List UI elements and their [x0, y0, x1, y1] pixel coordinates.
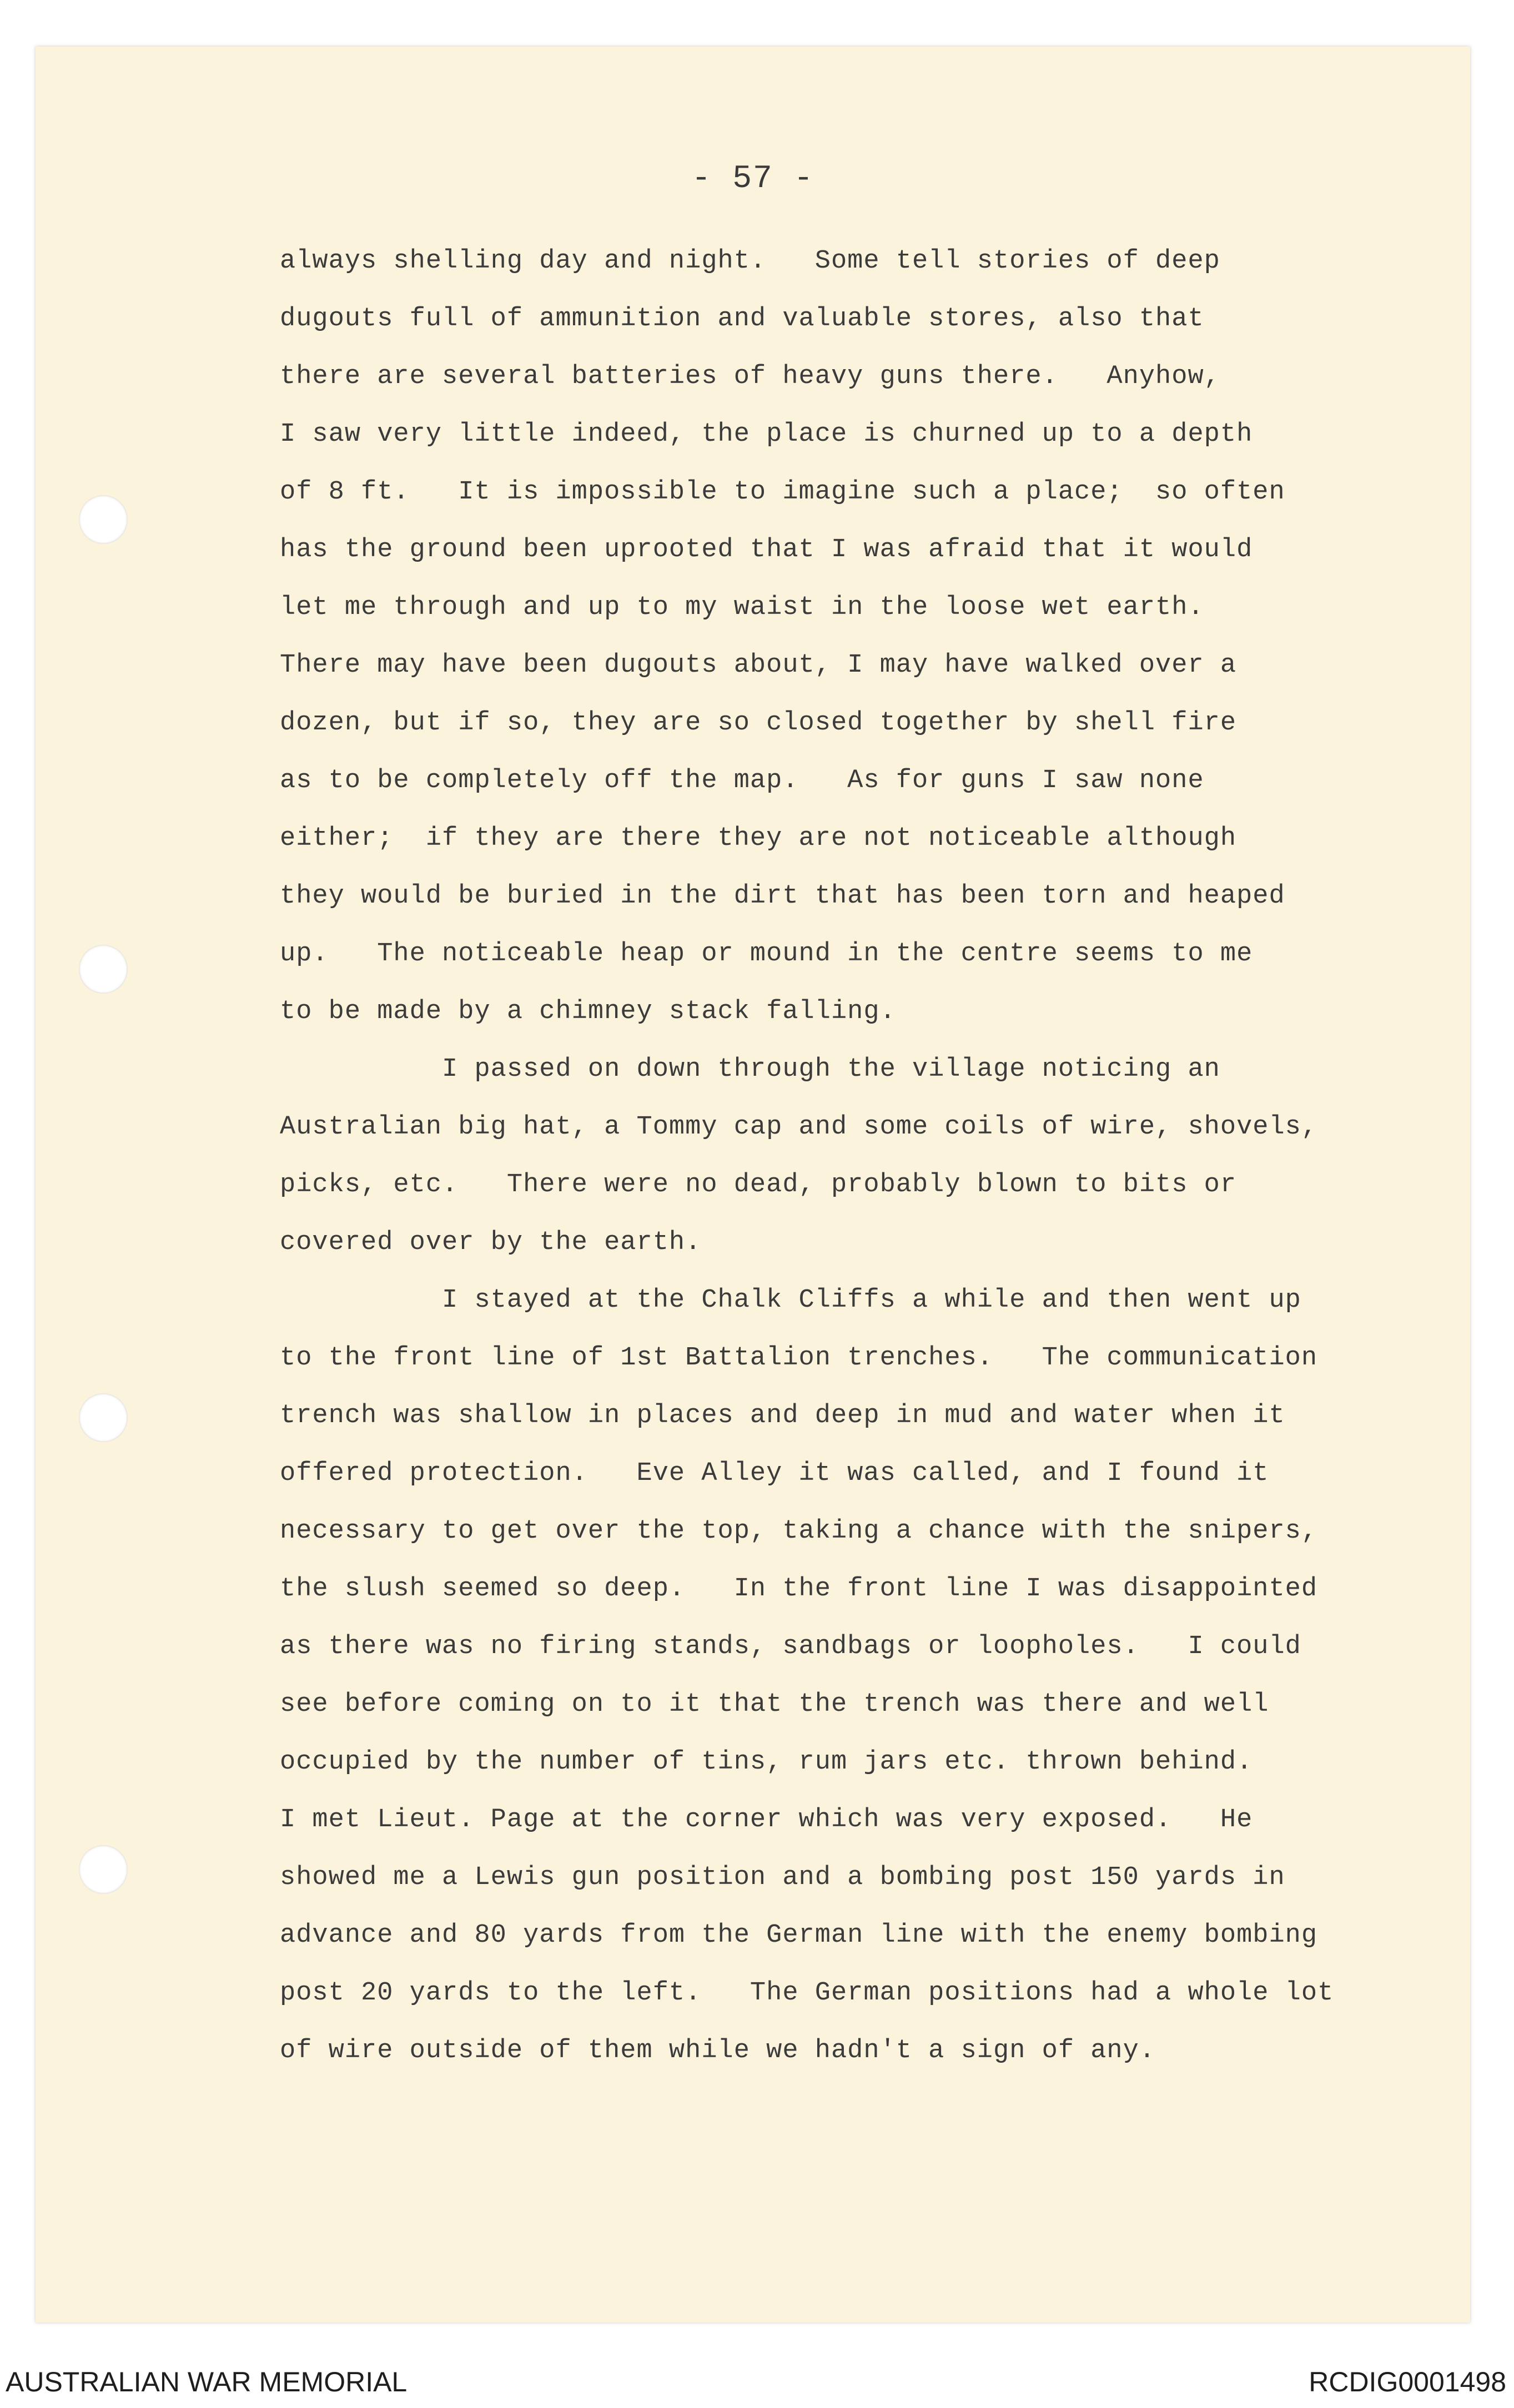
text-line: either; if they are there they are not noticeable although	[280, 824, 1237, 853]
text-line: has the ground been uprooted that I was afraid that it would	[280, 535, 1253, 565]
text-line: post 20 yards to the left. The German positions had a whole lot	[280, 1978, 1334, 2008]
text-line: dugouts full of ammunition and valuable stores, also that	[280, 304, 1204, 334]
footer-record-id: RCDIG0001498	[1309, 2366, 1506, 2397]
text-line: I saw very little indeed, the place is churned up to a depth	[280, 420, 1253, 449]
text-line: Australian big hat, a Tommy cap and some coils of wire, shovels,	[280, 1112, 1318, 1142]
text-line: of 8 ft. It is impossible to imagine such a place; so often	[280, 477, 1285, 507]
text-line: covered over by the earth.	[280, 1228, 702, 1257]
typed-text-body	[280, 233, 1446, 2080]
text-line: dozen, but if so, they are so closed together by shell fire	[280, 708, 1237, 738]
text-line: trench was shallow in places and deep in mud and water when it	[280, 1401, 1285, 1430]
text-line: the slush seemed so deep. In the front line I was disappointed	[280, 1574, 1318, 1604]
text-line: let me through and up to my waist in the loose wet earth.	[280, 593, 1204, 622]
text-line: advance and 80 yards from the German line with the enemy bombing	[280, 1921, 1318, 1950]
text-line: occupied by the number of tins, rum jars etc. thrown behind.	[280, 1747, 1253, 1777]
text-line: picks, etc. There were no dead, probably blown to bits or	[280, 1170, 1237, 1200]
text-line: There may have been dugouts about, I may have walked over a	[280, 651, 1237, 680]
text-line: always shelling day and night. Some tell stories of deep	[280, 246, 1220, 276]
punch-hole	[79, 1393, 128, 1442]
text-line: I stayed at the Chalk Cliffs a while and then went up	[280, 1286, 1301, 1315]
text-line: showed me a Lewis gun position and a bombing post 150 yards in	[280, 1863, 1285, 1892]
text-line: see before coming on to it that the trench was there and well	[280, 1690, 1269, 1719]
text-line: necessary to get over the top, taking a chance with the snipers,	[280, 1517, 1318, 1546]
text-line: to be made by a chimney stack falling.	[280, 997, 896, 1026]
text-line: as to be completely off the map. As for guns I saw none	[280, 766, 1204, 795]
text-line: there are several batteries of heavy guns there. Anyhow,	[280, 362, 1220, 391]
text-line: up. The noticeable heap or mound in the centre seems to me	[280, 939, 1253, 969]
document-sheet	[36, 47, 1470, 2323]
text-line: as there was no firing stands, sandbags or loopholes. I could	[280, 1632, 1301, 1661]
text-line: they would be buried in the dirt that has been torn and heaped	[280, 881, 1285, 911]
text-line: offered protection. Eve Alley it was called, and I found it	[280, 1459, 1269, 1488]
punch-hole	[79, 495, 128, 544]
footer-source-label: AUSTRALIAN WAR MEMORIAL	[6, 2366, 408, 2397]
text-line: to the front line of 1st Battalion trenches. The communication	[280, 1343, 1318, 1373]
punch-hole	[79, 945, 128, 994]
text-line: of wire outside of them while we hadn't a sign of any.	[280, 2036, 1156, 2066]
punch-hole	[79, 1845, 128, 1894]
page-number: - 57 -	[691, 161, 814, 197]
text-line: I met Lieut. Page at the corner which was very exposed. He	[280, 1805, 1253, 1835]
text-line: I passed on down through the village noticing an	[280, 1055, 1220, 1084]
